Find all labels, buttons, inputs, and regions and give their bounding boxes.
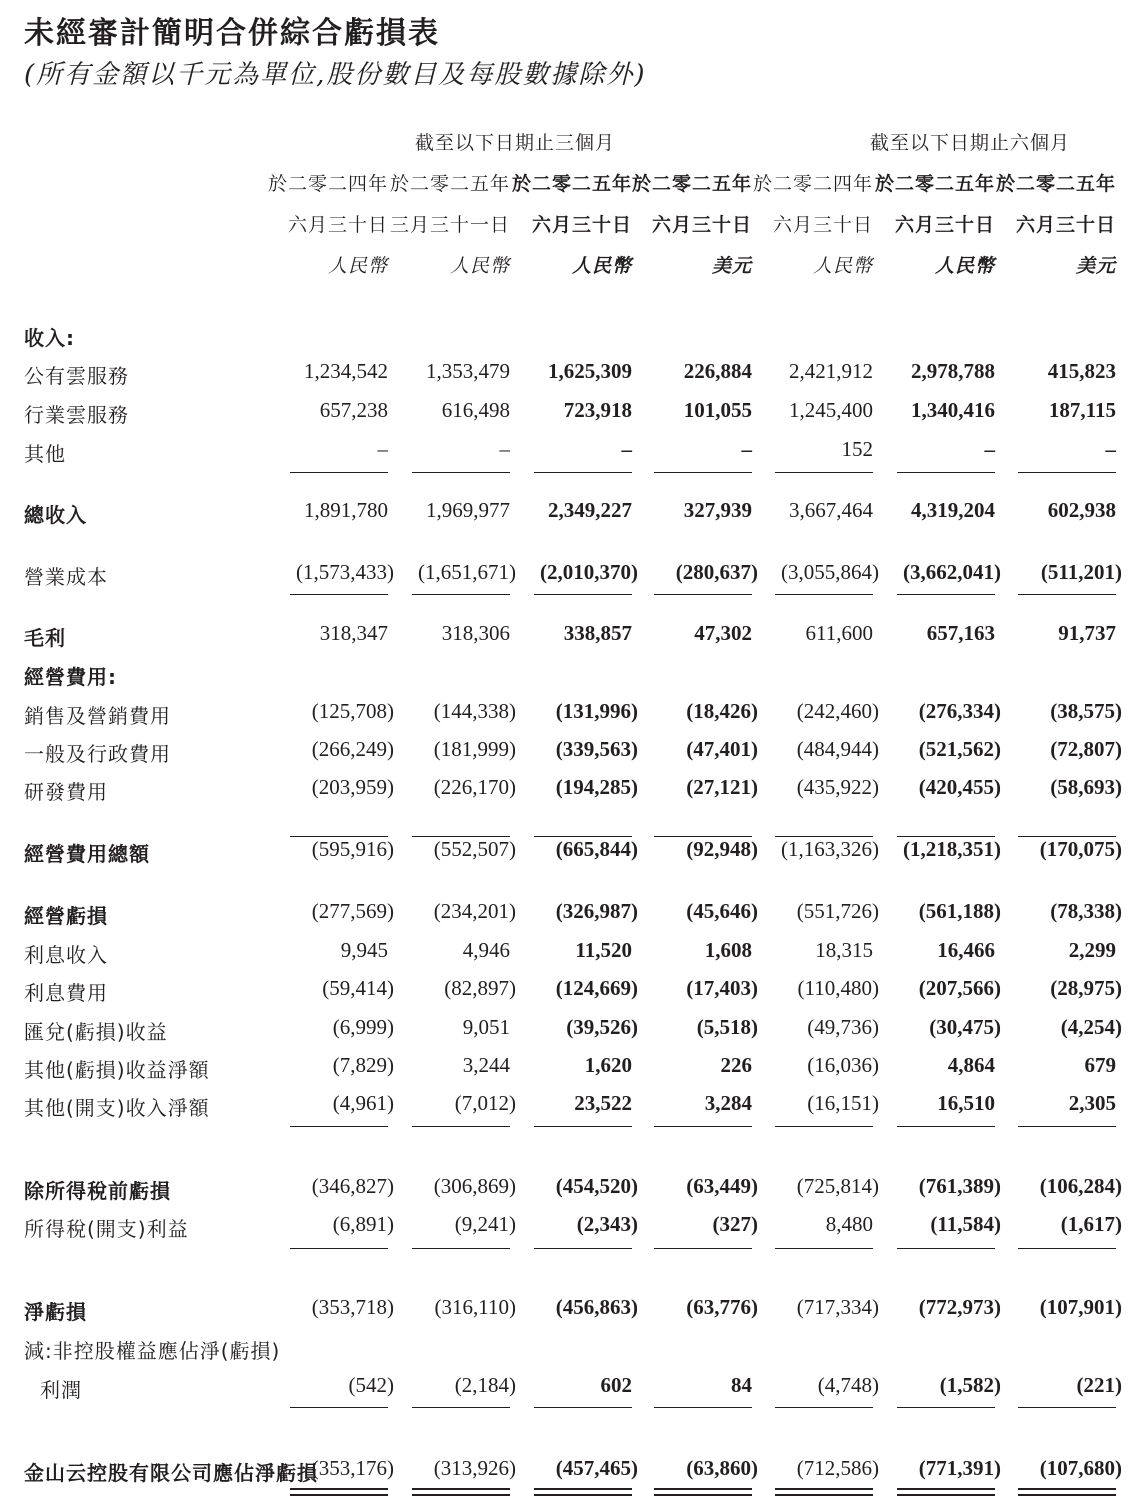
table-cell: 657,163 bbox=[926, 621, 995, 645]
table-cell: (16,036) bbox=[807, 1053, 879, 1077]
table-cell: (761,389) bbox=[918, 1174, 1001, 1198]
table-cell: 187,115 bbox=[1048, 398, 1116, 422]
table-cell: 84 bbox=[731, 1373, 752, 1397]
grand-total-double-rule bbox=[1018, 1488, 1116, 1496]
table-cell: (339,563) bbox=[555, 737, 638, 761]
row-label: 一般及行政費用 bbox=[24, 742, 171, 766]
table-cell: 16,510 bbox=[937, 1091, 995, 1115]
table-cell: (125,708) bbox=[311, 699, 394, 723]
total-rule bbox=[775, 472, 873, 473]
table-cell: (110,480) bbox=[797, 976, 879, 1000]
table-cell: (49,736) bbox=[807, 1015, 879, 1039]
total-rule bbox=[412, 1248, 510, 1249]
table-cell: (221) bbox=[1076, 1373, 1122, 1397]
table-cell: 9,945 bbox=[340, 938, 388, 962]
table-cell: (234,201) bbox=[433, 899, 516, 923]
table-cell: 1,625,309 bbox=[548, 359, 632, 383]
table-cell: (1,218,351) bbox=[903, 837, 1001, 861]
total-rule bbox=[412, 1407, 510, 1408]
table-cell: (456,863) bbox=[555, 1295, 638, 1319]
table-cell: (4,961) bbox=[332, 1091, 394, 1115]
total-rule bbox=[534, 1126, 632, 1127]
table-cell: 9,051 bbox=[462, 1015, 510, 1039]
table-cell: 3,244 bbox=[462, 1053, 510, 1077]
table-cell: 101,055 bbox=[683, 398, 752, 422]
row-label: 毛利 bbox=[24, 626, 66, 650]
column-date: 六月三十日 bbox=[531, 214, 632, 236]
table-cell: (194,285) bbox=[555, 775, 638, 799]
table-cell: 1,234,542 bbox=[304, 359, 388, 383]
table-cell: (38,575) bbox=[1050, 699, 1122, 723]
total-rule bbox=[412, 472, 510, 473]
table-cell: (1,617) bbox=[1060, 1212, 1122, 1236]
total-rule bbox=[654, 1407, 752, 1408]
table-cell: (11,584) bbox=[930, 1212, 1001, 1236]
column-currency: 美元 bbox=[1075, 255, 1116, 277]
table-cell: (181,999) bbox=[433, 737, 516, 761]
total-rule bbox=[412, 594, 510, 595]
table-cell: (45,646) bbox=[686, 899, 758, 923]
row-label: 除所得稅前虧損 bbox=[24, 1179, 171, 1203]
table-cell: (313,926) bbox=[433, 1456, 516, 1480]
column-date: 於二零二五年 bbox=[631, 173, 752, 195]
column-header bbox=[992, 164, 1116, 287]
table-cell: (1,651,671) bbox=[418, 560, 516, 584]
group-header-six-months: 截至以下日期止六個月 bbox=[869, 132, 1070, 154]
total-rule bbox=[897, 594, 995, 595]
table-cell: (28,975) bbox=[1050, 976, 1122, 1000]
row-label: 減:非控股權益應佔淨(虧損) bbox=[24, 1339, 281, 1363]
total-rule bbox=[775, 1248, 873, 1249]
total-rule bbox=[654, 472, 752, 473]
row-label: 金山云控股有限公司應佔淨虧損 bbox=[24, 1461, 318, 1485]
table-cell: (4,748) bbox=[817, 1373, 879, 1397]
table-cell: (457,465) bbox=[555, 1456, 638, 1480]
total-rule bbox=[897, 1407, 995, 1408]
table-cell: (27,121) bbox=[686, 775, 758, 799]
row-label: 利潤 bbox=[40, 1378, 82, 1402]
total-rule bbox=[1018, 472, 1116, 473]
table-cell: – bbox=[984, 437, 995, 461]
total-rule bbox=[290, 472, 388, 473]
table-cell: 338,857 bbox=[563, 621, 632, 645]
column-header bbox=[749, 164, 873, 287]
column-header bbox=[508, 164, 632, 287]
column-currency: 人民幣 bbox=[571, 255, 632, 277]
table-cell: (717,334) bbox=[796, 1295, 879, 1319]
total-rule bbox=[654, 594, 752, 595]
table-cell: (277,569) bbox=[311, 899, 394, 923]
column-currency: 人民幣 bbox=[327, 255, 388, 277]
table-cell: (484,944) bbox=[796, 737, 879, 761]
column-date: 於二零二四年 bbox=[752, 173, 873, 195]
table-cell: (131,996) bbox=[555, 699, 638, 723]
table-cell: (63,860) bbox=[686, 1456, 758, 1480]
grand-total-double-rule bbox=[775, 1488, 873, 1496]
total-rule bbox=[654, 1248, 752, 1249]
table-cell: 318,347 bbox=[319, 621, 388, 645]
table-cell: 602 bbox=[600, 1373, 632, 1397]
table-cell: 3,667,464 bbox=[789, 498, 873, 522]
table-cell: (3,055,864) bbox=[781, 560, 879, 584]
table-cell: 723,918 bbox=[563, 398, 632, 422]
table-cell: 327,939 bbox=[683, 498, 752, 522]
table-cell: (306,869) bbox=[433, 1174, 516, 1198]
total-rule bbox=[654, 836, 752, 837]
row-label: 經營費用: bbox=[24, 665, 117, 689]
column-date: 於二零二五年 bbox=[389, 173, 510, 195]
table-cell: (63,776) bbox=[686, 1295, 758, 1319]
table-cell: (58,693) bbox=[1050, 775, 1122, 799]
table-cell: (47,401) bbox=[686, 737, 758, 761]
table-cell: 657,238 bbox=[319, 398, 388, 422]
group-header-three-months: 截至以下日期止三個月 bbox=[414, 132, 615, 154]
row-label: 行業雲服務 bbox=[24, 403, 129, 427]
total-rule bbox=[412, 836, 510, 837]
row-label: 公有雲服務 bbox=[24, 364, 129, 388]
table-cell: 226 bbox=[720, 1053, 752, 1077]
table-cell: (725,814) bbox=[796, 1174, 879, 1198]
table-cell: (7,012) bbox=[454, 1091, 516, 1115]
table-cell: (242,460) bbox=[796, 699, 879, 723]
table-cell: 2,978,788 bbox=[911, 359, 995, 383]
table-cell: (39,526) bbox=[566, 1015, 638, 1039]
table-cell: – bbox=[499, 437, 510, 461]
table-cell: (353,176) bbox=[311, 1456, 394, 1480]
column-date: 六月三十日 bbox=[1015, 214, 1116, 236]
table-cell: (346,827) bbox=[311, 1174, 394, 1198]
column-date: 於二零二五年 bbox=[511, 173, 632, 195]
row-label: 利息費用 bbox=[24, 981, 108, 1005]
column-currency: 人民幣 bbox=[449, 255, 510, 277]
row-label: 匯兌(虧損)收益 bbox=[24, 1020, 168, 1044]
column-date: 於二零二四年 bbox=[267, 173, 388, 195]
table-cell: (771,391) bbox=[918, 1456, 1001, 1480]
grand-total-double-rule bbox=[290, 1488, 388, 1496]
table-cell: 8,480 bbox=[825, 1212, 873, 1236]
table-cell: (772,973) bbox=[918, 1295, 1001, 1319]
table-cell: (280,637) bbox=[675, 560, 758, 584]
table-cell: – bbox=[621, 437, 632, 461]
total-rule bbox=[1018, 1248, 1116, 1249]
table-cell: (207,566) bbox=[918, 976, 1001, 1000]
column-date: 六月三十日 bbox=[651, 214, 752, 236]
grand-total-double-rule bbox=[534, 1488, 632, 1496]
table-cell: 1,245,400 bbox=[789, 398, 873, 422]
table-cell: 16,466 bbox=[937, 938, 995, 962]
total-rule bbox=[897, 1126, 995, 1127]
table-cell: (551,726) bbox=[796, 899, 879, 923]
table-cell: (316,110) bbox=[434, 1295, 516, 1319]
table-cell: 152 bbox=[841, 437, 873, 461]
table-cell: 1,969,977 bbox=[426, 498, 510, 522]
table-cell: (203,959) bbox=[311, 775, 394, 799]
total-rule bbox=[290, 1407, 388, 1408]
statement-title: 未經審計簡明合併綜合虧損表 bbox=[24, 16, 440, 51]
total-rule bbox=[534, 1407, 632, 1408]
table-cell: – bbox=[377, 437, 388, 461]
table-cell: (511,201) bbox=[1040, 560, 1122, 584]
table-cell: (59,414) bbox=[322, 976, 394, 1000]
total-rule bbox=[290, 594, 388, 595]
total-rule bbox=[1018, 1407, 1116, 1408]
table-cell: 1,340,416 bbox=[911, 398, 995, 422]
total-rule bbox=[290, 1126, 388, 1127]
total-rule bbox=[897, 1248, 995, 1249]
row-label: 營業成本 bbox=[24, 565, 108, 589]
table-cell: 616,498 bbox=[441, 398, 510, 422]
table-cell: 318,306 bbox=[441, 621, 510, 645]
table-cell: (6,891) bbox=[332, 1212, 394, 1236]
table-cell: (72,807) bbox=[1050, 737, 1122, 761]
total-rule bbox=[775, 594, 873, 595]
column-header bbox=[264, 164, 388, 287]
table-cell: 2,305 bbox=[1068, 1091, 1116, 1115]
table-cell: (665,844) bbox=[555, 837, 638, 861]
table-cell: (144,338) bbox=[433, 699, 516, 723]
table-cell: 2,299 bbox=[1068, 938, 1116, 962]
total-rule bbox=[1018, 594, 1116, 595]
grand-total-double-rule bbox=[412, 1488, 510, 1496]
row-label: 其他(開支)收入淨額 bbox=[24, 1096, 210, 1120]
total-rule bbox=[775, 1407, 873, 1408]
table-cell: (16,151) bbox=[807, 1091, 879, 1115]
table-cell: (107,680) bbox=[1039, 1456, 1122, 1480]
row-label: 經營虧損 bbox=[24, 904, 108, 928]
column-date: 三月三十一日 bbox=[389, 214, 510, 236]
total-rule bbox=[290, 836, 388, 837]
table-cell: 4,946 bbox=[462, 938, 510, 962]
row-label: 研發費用 bbox=[24, 780, 108, 804]
grand-total-double-rule bbox=[897, 1488, 995, 1496]
column-date: 六月三十日 bbox=[772, 214, 873, 236]
table-cell: (326,987) bbox=[555, 899, 638, 923]
table-cell: (353,718) bbox=[311, 1295, 394, 1319]
table-cell: 23,522 bbox=[574, 1091, 632, 1115]
column-date: 於二零二五年 bbox=[874, 173, 995, 195]
table-cell: 47,302 bbox=[694, 621, 752, 645]
table-cell: (1,163,326) bbox=[781, 837, 879, 861]
row-label: 收入: bbox=[24, 326, 75, 350]
total-rule bbox=[775, 836, 873, 837]
total-rule bbox=[897, 472, 995, 473]
row-label: 其他(虧損)收益淨額 bbox=[24, 1058, 210, 1082]
table-cell: (435,922) bbox=[796, 775, 879, 799]
total-rule bbox=[290, 1248, 388, 1249]
table-cell: – bbox=[1105, 437, 1116, 461]
table-cell: (2,184) bbox=[454, 1373, 516, 1397]
table-cell: 1,891,780 bbox=[304, 498, 388, 522]
table-cell: 91,737 bbox=[1058, 621, 1116, 645]
table-cell: (595,916) bbox=[311, 837, 394, 861]
table-cell: (3,662,041) bbox=[903, 560, 1001, 584]
table-cell: 3,284 bbox=[704, 1091, 752, 1115]
table-cell: 11,520 bbox=[575, 938, 632, 962]
total-rule bbox=[654, 1126, 752, 1127]
table-cell: 1,608 bbox=[704, 938, 752, 962]
total-rule bbox=[534, 594, 632, 595]
column-header bbox=[386, 164, 510, 287]
column-currency: 人民幣 bbox=[934, 255, 995, 277]
table-cell: (2,010,370) bbox=[540, 560, 638, 584]
table-cell: (2,343) bbox=[576, 1212, 638, 1236]
total-rule bbox=[897, 836, 995, 837]
table-cell: (6,999) bbox=[332, 1015, 394, 1039]
table-cell: 679 bbox=[1084, 1053, 1116, 1077]
table-cell: (107,901) bbox=[1039, 1295, 1122, 1319]
column-date: 六月三十日 bbox=[894, 214, 995, 236]
table-cell: (63,449) bbox=[686, 1174, 758, 1198]
row-label: 經營費用總額 bbox=[24, 842, 150, 866]
table-cell: (124,669) bbox=[555, 976, 638, 1000]
table-cell: (18,426) bbox=[686, 699, 758, 723]
table-cell: (82,897) bbox=[444, 976, 516, 1000]
total-rule bbox=[775, 1126, 873, 1127]
row-label: 淨虧損 bbox=[24, 1300, 87, 1324]
table-cell: 4,319,204 bbox=[911, 498, 995, 522]
table-cell: 18,315 bbox=[815, 938, 873, 962]
table-cell: (226,170) bbox=[433, 775, 516, 799]
table-cell: (92,948) bbox=[686, 837, 758, 861]
table-cell: (552,507) bbox=[433, 837, 516, 861]
table-cell: (9,241) bbox=[454, 1212, 516, 1236]
table-cell: 611,600 bbox=[805, 621, 873, 645]
table-cell: (5,518) bbox=[696, 1015, 758, 1039]
table-cell: (276,334) bbox=[918, 699, 1001, 723]
total-rule bbox=[534, 1248, 632, 1249]
table-cell: (17,403) bbox=[686, 976, 758, 1000]
table-cell: (420,455) bbox=[918, 775, 1001, 799]
row-label: 所得稅(開支)利益 bbox=[24, 1217, 189, 1241]
table-cell: (1,582) bbox=[939, 1373, 1001, 1397]
total-rule bbox=[412, 1126, 510, 1127]
statement-subtitle: (所有金額以千元為單位,股份數目及每股數據除外) bbox=[24, 60, 647, 90]
total-rule bbox=[1018, 836, 1116, 837]
row-label: 總收入 bbox=[24, 503, 87, 527]
table-cell: (266,249) bbox=[311, 737, 394, 761]
row-label: 利息收入 bbox=[24, 943, 108, 967]
total-rule bbox=[534, 836, 632, 837]
table-cell: (170,075) bbox=[1039, 837, 1122, 861]
table-cell: 4,864 bbox=[947, 1053, 995, 1077]
table-cell: (78,338) bbox=[1050, 899, 1122, 923]
row-label: 其他 bbox=[24, 442, 66, 466]
table-cell: 2,349,227 bbox=[548, 498, 632, 522]
table-cell: (7,829) bbox=[332, 1053, 394, 1077]
table-cell: (561,188) bbox=[918, 899, 1001, 923]
grand-total-double-rule bbox=[654, 1488, 752, 1496]
column-date: 於二零二五年 bbox=[995, 173, 1116, 195]
column-header bbox=[628, 164, 752, 287]
table-cell: 1,353,479 bbox=[426, 359, 510, 383]
column-header bbox=[871, 164, 995, 287]
table-cell: (1,573,433) bbox=[296, 560, 394, 584]
table-cell: 226,884 bbox=[683, 359, 752, 383]
table-cell: 415,823 bbox=[1047, 359, 1116, 383]
table-cell: (521,562) bbox=[918, 737, 1001, 761]
table-cell: (712,586) bbox=[796, 1456, 879, 1480]
table-cell: (327) bbox=[712, 1212, 758, 1236]
column-date: 六月三十日 bbox=[287, 214, 388, 236]
table-cell: (30,475) bbox=[929, 1015, 1001, 1039]
table-cell: – bbox=[741, 437, 752, 461]
column-currency: 美元 bbox=[711, 255, 752, 277]
table-cell: (106,284) bbox=[1039, 1174, 1122, 1198]
table-cell: (4,254) bbox=[1060, 1015, 1122, 1039]
column-currency: 人民幣 bbox=[812, 255, 873, 277]
table-cell: 2,421,912 bbox=[789, 359, 873, 383]
total-rule bbox=[534, 472, 632, 473]
table-cell: (542) bbox=[348, 1373, 394, 1397]
total-rule bbox=[1018, 1126, 1116, 1127]
row-label: 銷售及營銷費用 bbox=[24, 704, 171, 728]
table-cell: (454,520) bbox=[555, 1174, 638, 1198]
table-cell: 1,620 bbox=[584, 1053, 632, 1077]
table-cell: 602,938 bbox=[1047, 498, 1116, 522]
